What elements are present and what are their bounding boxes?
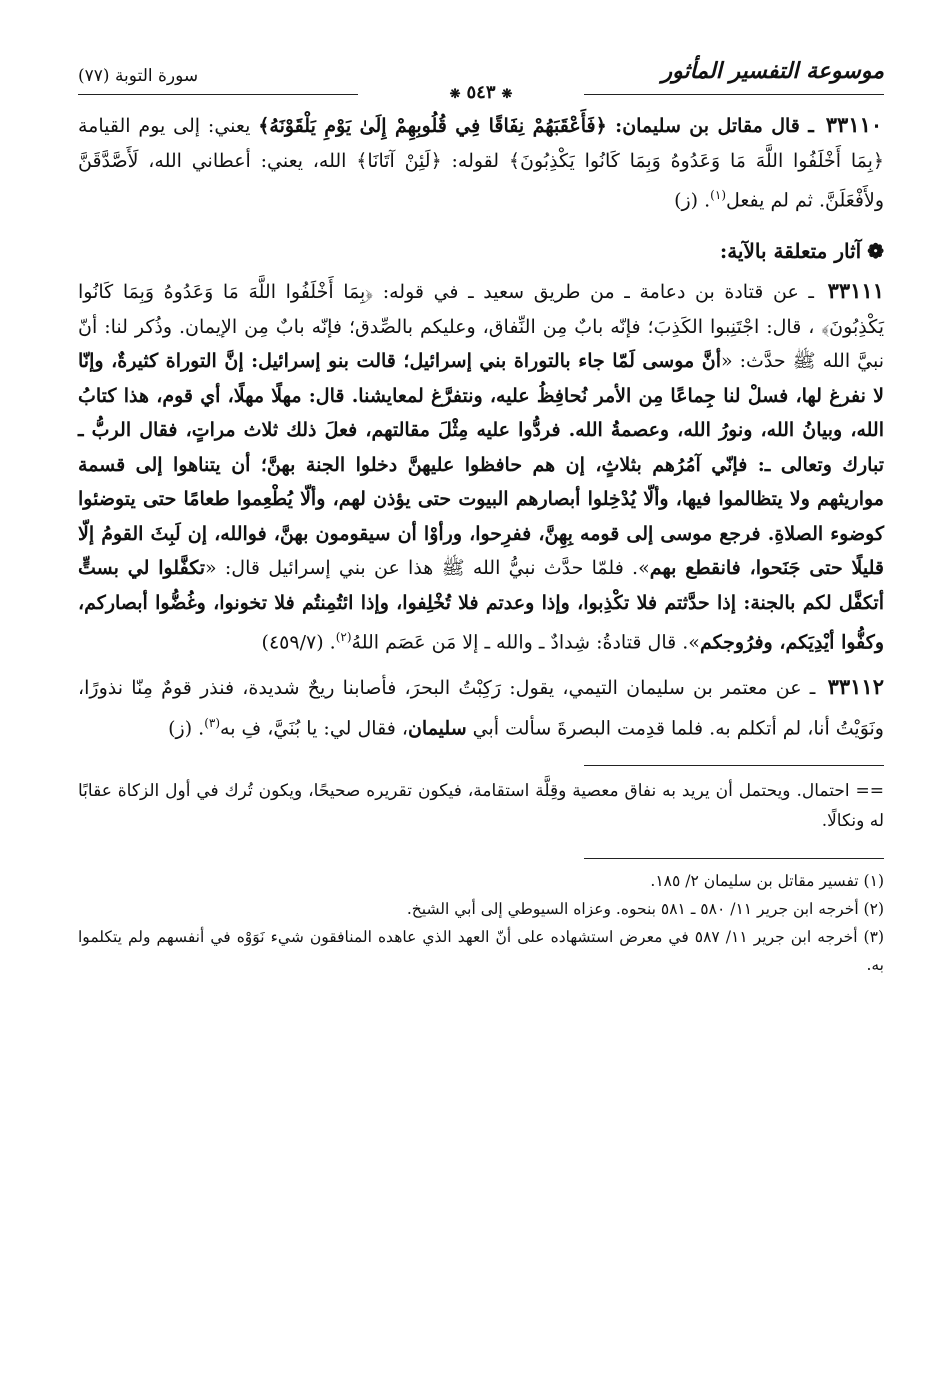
entry-text: الله، يعني: أعطاني الله، لَأَصَّدَّقَنَّ ولأَفْعَلَنَّ. ثم لم يفعل (78, 149, 884, 212)
ornament-icon: ❁ (867, 238, 884, 263)
entry-number: ٣٣١١١ (827, 278, 884, 304)
entry-text: يعني: إلى يوم القيامة (78, 115, 251, 137)
entry-text: لقوله: (441, 149, 500, 172)
entry-text: . (ز) (674, 189, 711, 212)
hadith-text: أنَّ موسى لَمّا جاء بالتوراة بني إسرائيل؛ قالت بنو إسرائيل: إنَّ التوراة كثيرةٌ، وإنّا لا نفرغ لها، فسلْ لنا جِماعًا مِن الأمر نُحافِظُ عليه، ونتفرَّغ لمعايشنا. قال: مهلًا مهلًا، أي قوم، هذا كتابُ الله، وبيانُ الله، ونورُ الله، وعصمةُ الله. فردُّوا عليه مِثْلَ مقالتهم، فعلَ ذلك ثلاث مراتٍ، فقال الربُّ ـ تبارك وتعالى ـ: فإنّي آمُرُهم بثلاثٍ، إن هم حافظوا عليهنَّ دخلوا الجنة بهنَّ؛ أن يتناهوا إلى قسمة مواريثهم ولا يتظالموا فيها، وألّا يُدْخِلوا أبصارهم البيوت حتى يؤذن لهم، وألّا يُطْعِموا طعامًا حتى يتوضئوا كوضوء الصلاةِ. فرجع موسى إلى قومه بِهِنَّ، ففرِحوا، ورأوْا أن سيقومون بهنَّ، فوالله، إن لَبِثَ القومُ إلّا قليلًا حتى جَنَحوا، فانقطع بهم (78, 350, 884, 580)
ornament-icon: ❋ (501, 87, 513, 102)
entry-text: ـ قال مقاتل بن سليمان: (606, 115, 814, 137)
surah-title: سورة التوبة (٧٧) (78, 66, 199, 86)
entry-text: ، فقال لي: يا بُنَيَّ، فِ به (220, 716, 408, 739)
section-title: آثار متعلقة بالآية: (719, 238, 862, 263)
page-number-block (78, 82, 884, 103)
entry-text: ». قال قتادةُ: شِدادٌ ـ والله ـ إلا مَن عَصَم اللهُ (351, 631, 700, 654)
footnote-ref: (٣) (204, 715, 221, 730)
footnote-rule (584, 858, 884, 859)
entry-text: ـ عن قتادة بن دعامة ـ من طريق سعيد ـ في قوله: (373, 281, 814, 304)
quran-quote: ﴿بِمَا أَخْلَفُوا اللَّهَ مَا وَعَدُوهُ وَبِمَا كَانُوا يَكْذِبُونَ﴾ (508, 149, 885, 172)
entry-text: . (ز) (168, 716, 205, 739)
footnote-1: (١) تفسير مقاتل بن سليمان ٢/ ١٨٥. (650, 872, 884, 891)
ornament-icon: ❋ (449, 87, 461, 102)
entry-33112 (78, 670, 884, 745)
entry-33111 (78, 274, 884, 660)
continuation-note: == احتمال. ويحتمل أن يريد به نفاق معصية وقِلَّة استقامة، فيكون تقريره صحيحًا، ويكون تُرك في أول الزكاة عقابًا له ونكالًا. (78, 781, 884, 832)
separator-line (584, 765, 884, 766)
entry-number: ٣٣١١٠ (825, 112, 883, 137)
main-text (78, 108, 884, 979)
entry-text: . (٤٥٩/٧) (261, 631, 336, 654)
name-text: سليمان (407, 716, 467, 739)
entry-text: ». فلمّا حدَّث نبيُّ الله ﷺ هذا عن بني إسرائيل قال: « (204, 557, 650, 580)
entry-number: ٣٣١١٢ (827, 674, 884, 700)
page-header (78, 52, 884, 103)
page (78, 52, 884, 1342)
quran-quote: ﴿فَأَعْقَبَهُمْ نِفَاقًا فِي قُلُوبِهِمْ إِلَىٰ يَوْمِ يَلْقَوْنَهُ﴾ (258, 115, 607, 137)
section-heading (78, 234, 884, 269)
quran-quote: ﴿لَئِنْ آتَانَا﴾ (356, 149, 442, 172)
entry-text: ، قال: اجْتَنِبوا الكَذِبَ؛ فإنّه بابٌ مِن النِّفاق، وعليكم بالصِّدق؛ فإنّه بابٌ مِن الإيمان. وذُكر لنا: أنّ نبيَّ الله ﷺ حدَّث: « (78, 315, 884, 373)
hadith-text: تكفَّلوا لي بستٍّ أتكفَّل لكم بالجنة: إذا حدَّثتم فلا تكْذِبوا، وإذا وعدتم فلا تُخْلِفوا، وإذا ائتُمِنتُم فلا تخونوا، وغُضُّوا أبصاركم، وكفُّوا أيْدِيَكم، وفرُوجكم (78, 557, 884, 654)
quran-quote: ﴿بِمَا أَخْلَفُوا اللَّهَ مَا وَعَدُوهُ وَبِمَا كَانُوا يَكْذِبُونَ﴾ (78, 281, 884, 338)
footnote-2: (٢) أخرجه ابن جرير ١١/ ٥٨٠ ـ ٥٨١ بنحوه. وعزاه السيوطي إلى أبي الشيخ. (406, 900, 884, 919)
page-number: ٥٤٣ (466, 82, 496, 103)
footnote-ref: (١) (710, 188, 726, 202)
footnote-ref: (٢) (335, 630, 352, 645)
book-title: موسوعة التفسير المأثور (661, 58, 884, 84)
entry-text: ـ عن معتمر بن سليمان التيمي، يقول: رَكِبْتُ البحرَ، فأصابنا ريحٌ شديدة، فنذر قومٌ مِنّا نذورًا، ونَوَيْتُ أنا، لم أتكلم به. فلما قدِمت البصرةَ سألت أبي (78, 677, 884, 739)
footnote-3: (٣) أخرجه ابن جرير ١١/ ٥٨٧ في معرض استشهاده على أنّ العهد الذي عاهده المنافقون شيء نَوَوْه في أنفسهم ولم يتكلموا به. (78, 928, 884, 975)
entry-33110 (78, 108, 884, 218)
